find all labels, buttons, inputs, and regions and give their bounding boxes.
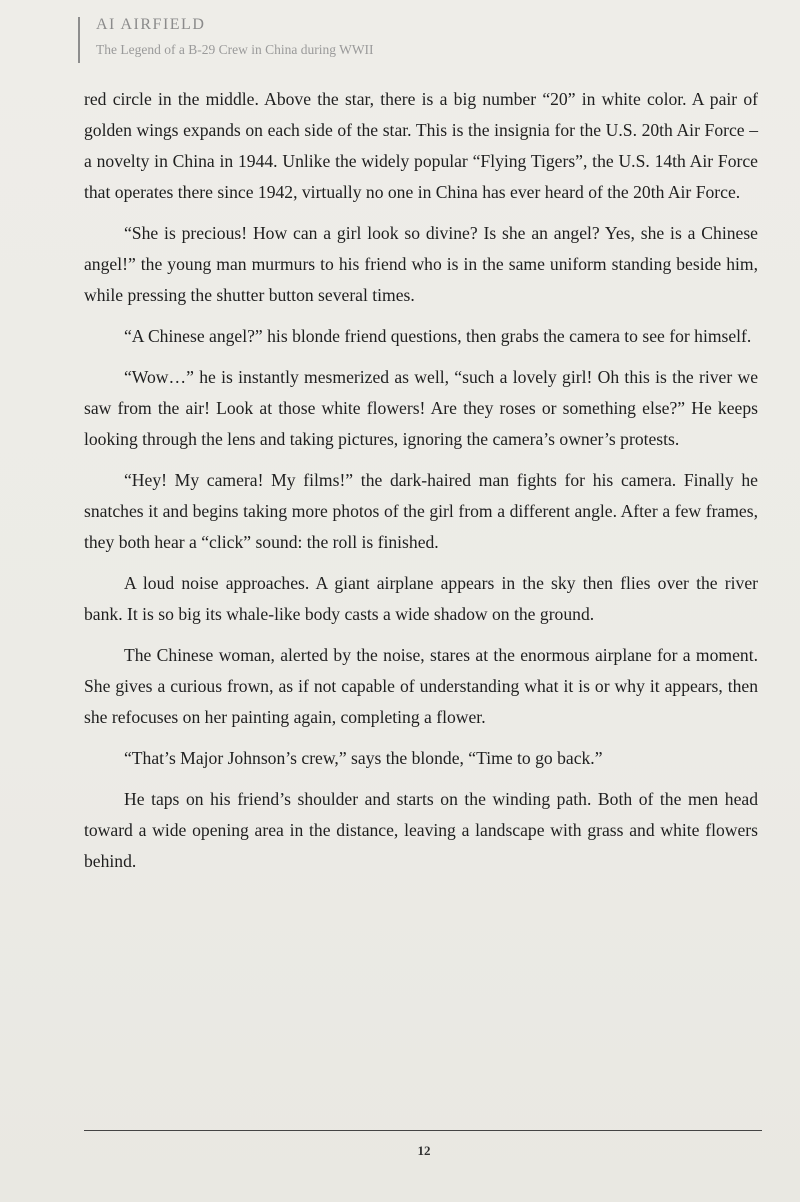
header-rule <box>78 17 80 63</box>
running-title: AI AIRFIELD <box>96 16 206 33</box>
footer-rule <box>84 1130 762 1131</box>
paragraph: The Chinese woman, alerted by the noise, stares at the enormous airplane for a moment. She gives a curious frown, as if not capable of understanding what it is or why it appears, then she refocuses on her painting again, completing a flower. <box>84 645 758 727</box>
paragraph: red circle in the middle. Above the star, there is a big number “20” in white color. A pair of golden wings expands on each side of the star. This is the insignia for the U.S. 20th Air Force – a novelty in China in 1944. Unlike the widely popular “Flying Tigers”, the U.S. 14th Air Force that operates there since 1942, virtually no one in China has ever heard of the 20th Air Force. <box>84 89 758 202</box>
body-text <box>84 84 758 887</box>
paragraph: “That’s Major Johnson’s crew,” says the blonde, “Time to go back.” <box>124 748 603 768</box>
paragraph: A loud noise approaches. A giant airplane appears in the sky then flies over the river bank. It is so big its whale-like body casts a wide shadow on the ground. <box>84 573 758 624</box>
paragraph: He taps on his friend’s shoulder and starts on the winding path. Both of the men head toward a wide opening area in the distance, leaving a landscape with grass and white flowers behind. <box>84 789 758 871</box>
page-number: 12 <box>417 1143 431 1158</box>
running-subtitle: The Legend of a B-29 Crew in China during WWII <box>96 42 374 57</box>
paragraph: “She is precious! How can a girl look so divine? Is she an angel? Yes, she is a Chinese angel!” the young man murmurs to his friend who is in the same uniform standing beside him, while pressing the shutter button several times. <box>84 223 758 305</box>
paragraph: “Wow…” he is instantly mesmerized as well, “such a lovely girl! Oh this is the river we saw from the air! Look at those white flowers! Are they roses or something else?” He keeps looking through the lens and taking pictures, ignoring the camera’s owner’s protests. <box>84 367 758 449</box>
paragraph: “A Chinese angel?” his blonde friend questions, then grabs the camera to see for himself. <box>124 326 752 346</box>
paragraph: “Hey! My camera! My films!” the dark-haired man fights for his camera. Finally he snatches it and begins taking more photos of the girl from a different angle. After a few frames, they both hear a “click” sound: the roll is finished. <box>84 470 758 552</box>
